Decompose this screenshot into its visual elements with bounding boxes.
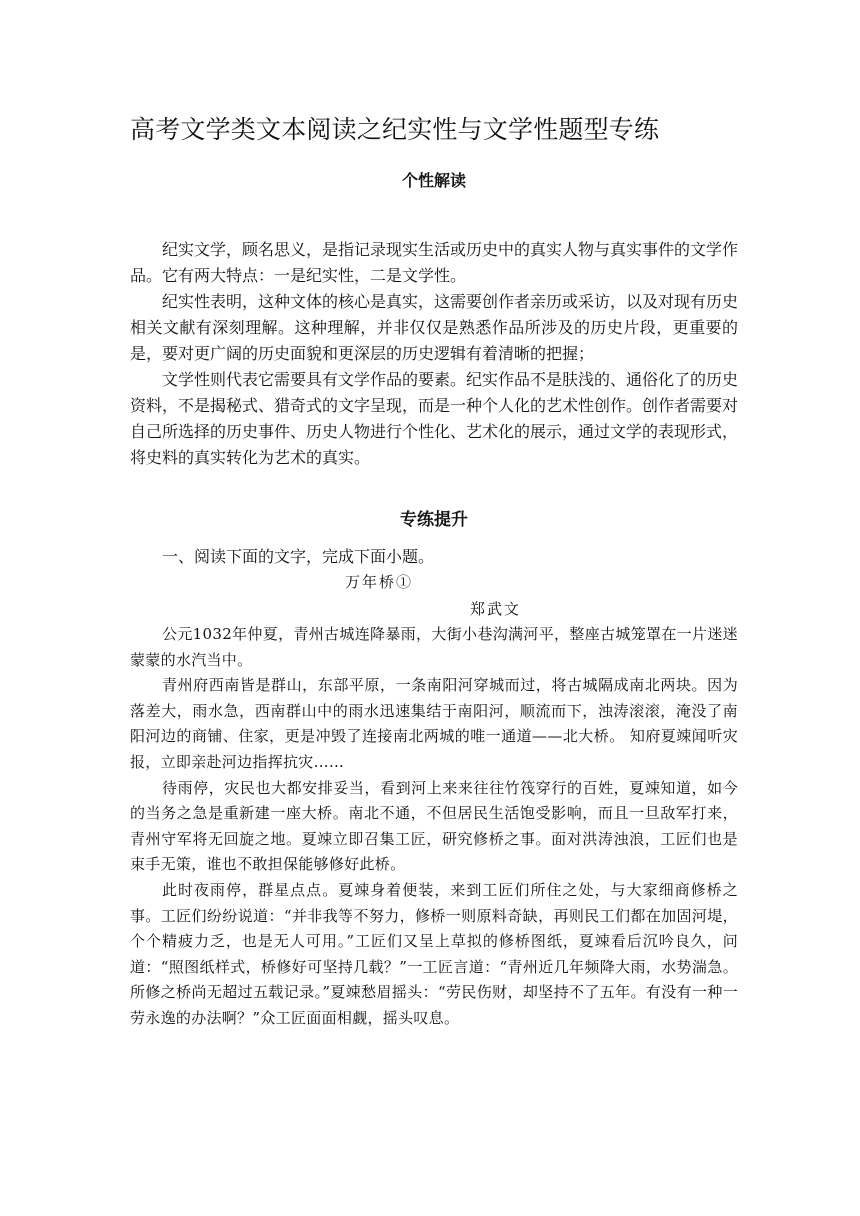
document-title: 高考文学类文本阅读之纪实性与文学性题型专练 xyxy=(130,115,660,144)
story-paragraph: 青州府西南皆是群山，东部平原，一条南阳河穿城而过，将古城隔成南北两块。因为落差大，雨水急，西南群山中的雨水迅速集结于南阳河，顺流而下，浊涛滚滚，淹没了南阳河边的商铺、住家，更是冲毁了连接南北两城的唯一通道——北大桥。 知府夏竦闻听灾报，立即亲赴河边指挥抗灾…… xyxy=(130,676,738,771)
intro-section xyxy=(130,237,738,471)
document-subtitle: 个性解读 xyxy=(401,171,466,190)
story-paragraph: 此时夜雨停，群星点点。夏竦身着便装，来到工匠们所住之处，与大家细商修桥之事。工匠们纷纷说道：“并非我等不努力，修桥一则原料奇缺，再则民工们都在加固河堤，个个精疲力乏，也是无人可用。”工匠们又呈上草拟的修桥图纸，夏竦看后沉吟良久，问道：“照图纸样式，桥修好可坚持几载？”一工匠言道：“青州近几年频降大雨，水势湍急。所修之桥尚无超过五载记录。”夏竦愁眉摇头：“劳民伤财，却坚持不了五年。有没有一种一劳永逸的办法啊？”众工匠面面相觑，摇头叹息。 xyxy=(130,880,738,1027)
story-paragraph: 公元1032年仲夏，青州古城连降暴雨，大街小巷沟满河平，整座古城笼罩在一片迷迷蒙蒙的水汽当中。 xyxy=(130,625,738,669)
intro-paragraph: 纪实文学，顾名思义，是指记录现实生活或历史中的真实人物与真实事件的文学作品。它有两大特点：一是纪实性，二是文学性。 xyxy=(130,240,739,285)
story-body xyxy=(130,622,738,1032)
section-heading: 专练提升 xyxy=(400,510,468,530)
story-author: 郑武文 xyxy=(470,600,522,618)
intro-paragraph: 文学性则代表它需要具有文学作品的要素。纪实作品不是肤浅的、通俗化了的历史资料，不是揭秘式、猎奇式的文字呈现，而是一种个人化的艺术性创作。创作者需要对自己所选择的历史事件、历史人物进行个性化、艺术化的展示，通过文学的表现形式，将史料的真实转化为艺术的真实。 xyxy=(130,370,739,467)
intro-paragraph: 纪实性表明，这种文体的核心是真实，这需要创作者亲历或采访，以及对现有历史相关文献有深刻理解。这种理解，并非仅仅是熟悉作品所涉及的历史片段，更重要的是，要对更广阔的历史面貌和更深层的历史逻辑有着清晰的把握； xyxy=(130,292,739,363)
story-paragraph: 待雨停，灾民也大都安排妥当，看到河上来来往往竹筏穿行的百姓，夏竦知道，如今的当务之急是重新建一座大桥。南北不通，不但居民生活饱受影响，而且一旦敌军打来，青州守军将无回旋之地。夏竦立即召集工匠，研究修桥之事。面对洪涛浊浪，工匠们也是束手无策，谁也不敢担保能够修好此桥。 xyxy=(130,778,738,874)
story-title: 万年桥① xyxy=(345,573,414,591)
question-prompt: 一、阅读下面的文字，完成下面小题。 xyxy=(162,547,435,566)
